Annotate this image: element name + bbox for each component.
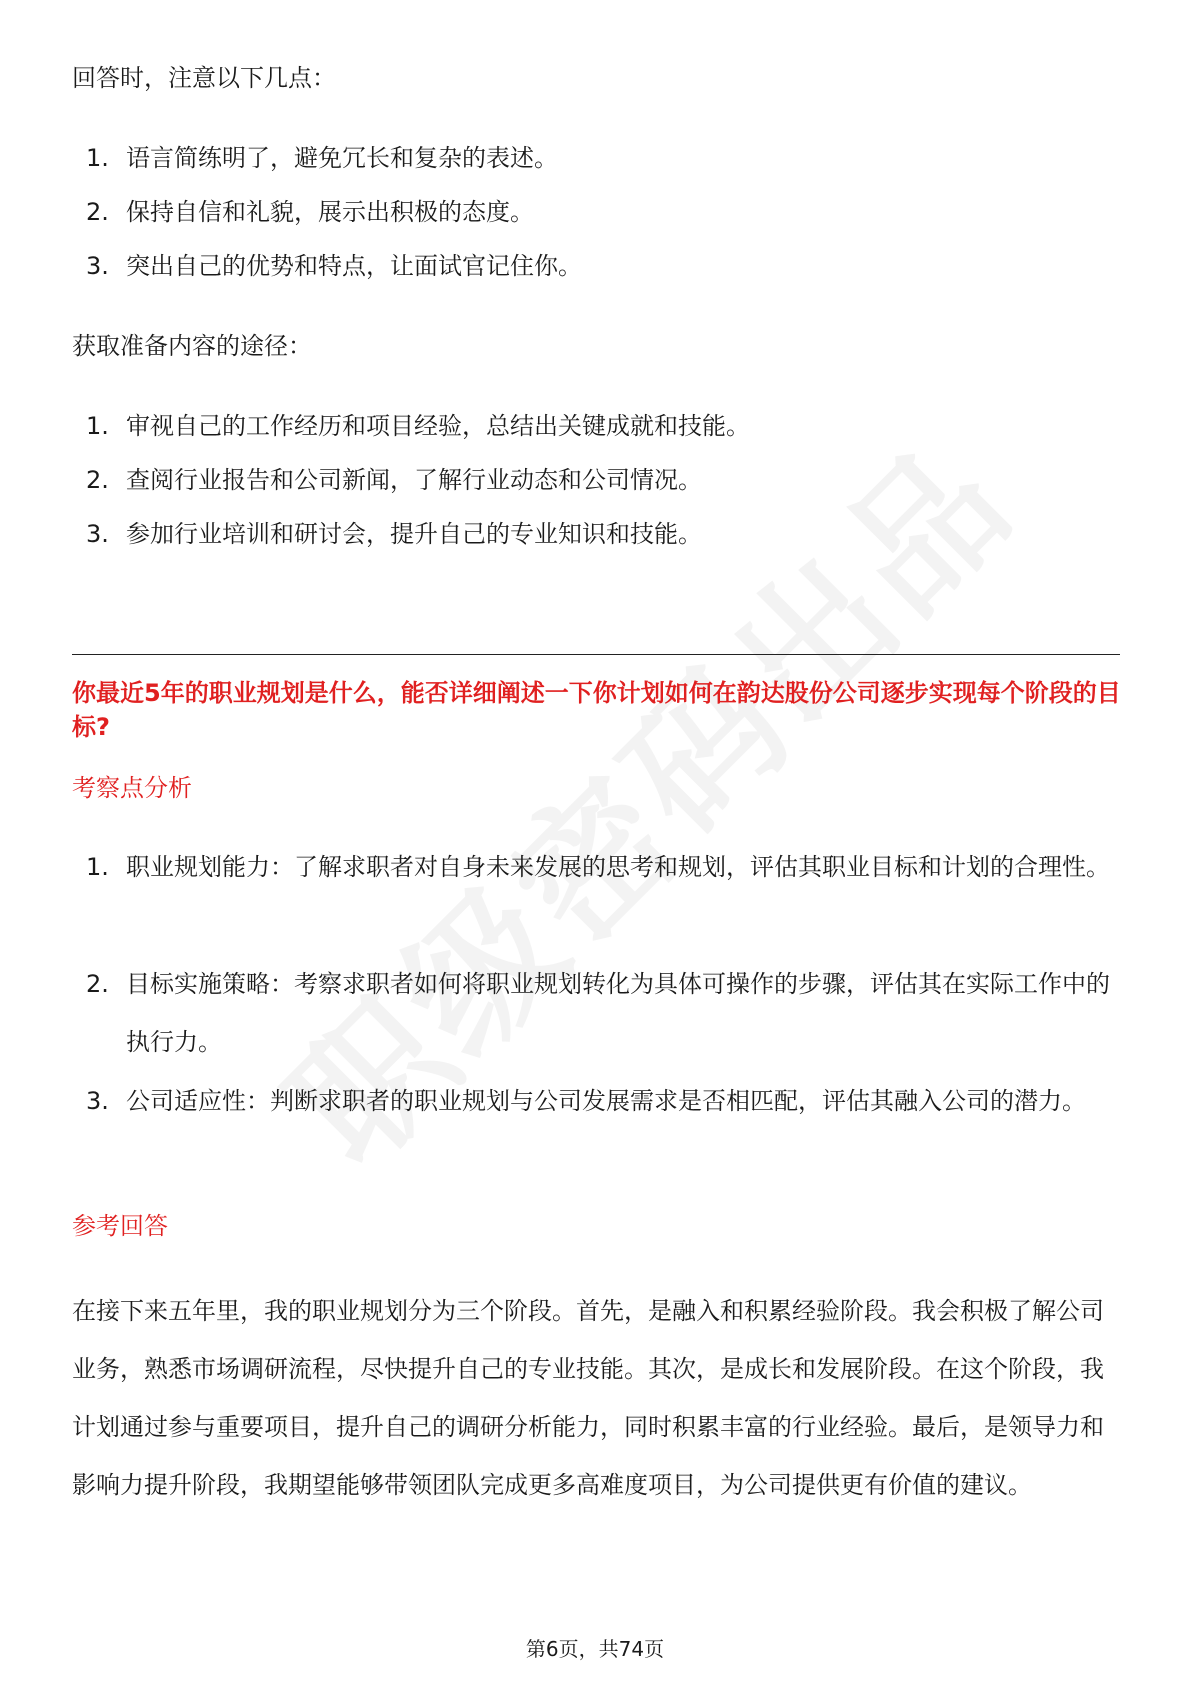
prep-title: 获取准备内容的途径：	[72, 332, 312, 360]
list-item-text: 职业规划能力：了解求职者对自身未来发展的思考和规划，评估其职业目标和计划的合理性。	[126, 853, 1110, 881]
list-item-text: 保持自信和礼貌，展示出积极的态度。	[126, 198, 534, 226]
list-item-text: 目标实施策略：考察求职者如何将职业规划转化为具体可操作的步骤，评估其在实际工作中的执行力。	[126, 970, 1110, 1056]
list-number: 1.	[86, 144, 109, 172]
intro-title: 回答时，注意以下几点：	[72, 64, 336, 92]
section-divider	[72, 654, 1120, 655]
list-number: 3.	[86, 1087, 109, 1115]
list-number: 1.	[86, 853, 109, 881]
analysis-list-item	[86, 1072, 1126, 1130]
analysis-list-item	[86, 955, 1126, 1071]
page-number: 第6页，共74页	[525, 1637, 665, 1661]
reference-answer: 在接下来五年里，我的职业规划分为三个阶段。首先，是融入和积累经验阶段。我会积极了解公司业务，熟悉市场调研流程，尽快提升自己的专业技能。其次，是成长和发展阶段。在这个阶段，我计划通过参与重要项目，提升自己的调研分析能力，同时积累丰富的行业经验。最后，是领导力和影响力提升阶段，我期望能够带领团队完成更多高难度项目，为公司提供更有价值的建议。	[72, 1297, 1104, 1499]
list-number: 2.	[86, 466, 109, 494]
list-number: 1.	[86, 412, 109, 440]
list-item-text: 公司适应性：判断求职者的职业规划与公司发展需求是否相匹配，评估其融入公司的潜力。	[126, 1087, 1086, 1115]
intro-list-item	[86, 142, 558, 174]
intro-list-item	[86, 250, 582, 282]
list-number: 3.	[86, 252, 109, 280]
list-item-text: 语言简练明了，避免冗长和复杂的表述。	[126, 144, 558, 172]
list-item-text: 突出自己的优势和特点，让面试官记住你。	[126, 252, 582, 280]
list-item-text: 参加行业培训和研讨会，提升自己的专业知识和技能。	[126, 520, 702, 548]
list-number: 3.	[86, 520, 109, 548]
prep-list-item	[86, 464, 702, 496]
question-title: 你最近5年的职业规划是什么，能否详细阐述一下你计划如何在韵达股份公司逐步实现每个阶段的目标?	[72, 679, 1121, 741]
prep-list-item	[86, 410, 750, 442]
list-item-text: 审视自己的工作经历和项目经验，总结出关键成就和技能。	[126, 412, 750, 440]
list-item-text: 查阅行业报告和公司新闻，了解行业动态和公司情况。	[126, 466, 702, 494]
list-number: 2.	[86, 970, 109, 998]
analysis-list-item	[86, 838, 1126, 896]
reference-heading: 参考回答	[72, 1212, 168, 1240]
analysis-heading: 考察点分析	[72, 774, 192, 802]
list-number: 2.	[86, 198, 109, 226]
prep-list-item	[86, 518, 702, 550]
intro-list-item	[86, 196, 534, 228]
